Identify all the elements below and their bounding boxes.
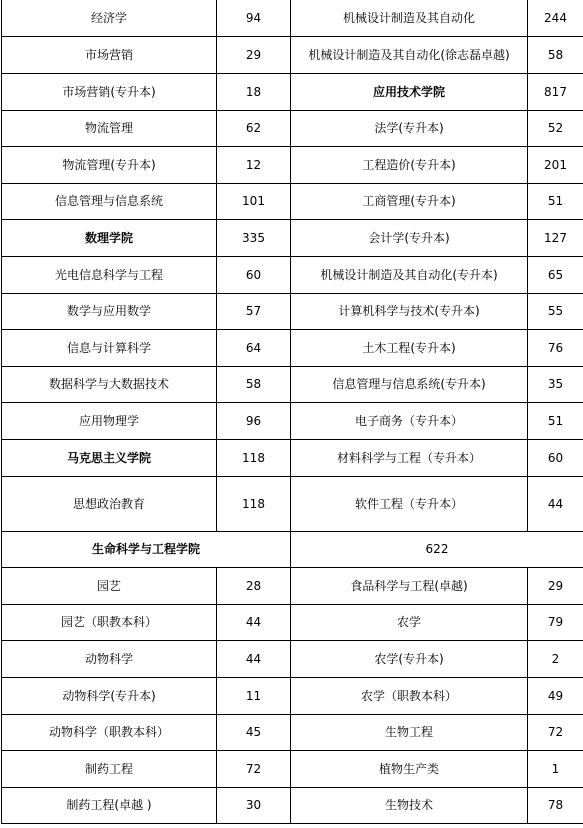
college-name-cell: 生命科学与工程学院 (2, 531, 291, 567)
college-name-cell: 马克思主义学院 (2, 439, 217, 476)
major-name-cell: 机械设计制造及其自动化 (291, 0, 528, 36)
table-row (2, 402, 583, 439)
major-count-cell: 29 (217, 36, 291, 73)
major-count-cell: 44 (217, 604, 291, 640)
table-row (2, 36, 583, 73)
table-row (2, 439, 583, 476)
major-name-cell: 园艺 (2, 567, 217, 604)
major-count-cell: 44 (528, 476, 583, 531)
major-count-cell: 94 (217, 0, 291, 36)
major-name-cell: 农学 (291, 604, 528, 640)
major-count-cell: 51 (528, 183, 583, 219)
major-name-cell: 机械设计制造及其自动化(徐志磊卓越) (291, 36, 528, 73)
major-name-cell: 物流管理(专升本) (2, 146, 217, 183)
table-row (2, 329, 583, 366)
major-name-cell: 信息与计算科学 (2, 329, 217, 366)
enrollment-table (1, 0, 583, 824)
major-name-cell: 数学与应用数学 (2, 293, 217, 329)
major-name-cell: 市场营销 (2, 36, 217, 73)
table-row (2, 531, 583, 567)
major-name-cell: 生物技术 (291, 787, 528, 823)
table-row (2, 0, 583, 36)
table-row (2, 73, 583, 110)
major-count-cell: 127 (528, 219, 583, 256)
major-count-cell: 44 (217, 640, 291, 677)
major-count-cell: 118 (217, 476, 291, 531)
major-name-cell: 工商管理(专升本) (291, 183, 528, 219)
major-name-cell: 植物生产类 (291, 750, 528, 787)
major-name-cell: 经济学 (2, 0, 217, 36)
table-row (2, 146, 583, 183)
major-name-cell: 农学(专升本) (291, 640, 528, 677)
major-count-cell: 60 (528, 439, 583, 476)
major-count-cell: 2 (528, 640, 583, 677)
enrollment-table-body (2, 0, 583, 823)
major-count-cell: 96 (217, 402, 291, 439)
major-count-cell: 35 (528, 366, 583, 402)
major-name-cell: 土木工程(专升本) (291, 329, 528, 366)
major-count-cell: 76 (528, 329, 583, 366)
major-name-cell: 思想政治教育 (2, 476, 217, 531)
major-count-cell: 201 (528, 146, 583, 183)
major-name-cell: 市场营销(专升本) (2, 73, 217, 110)
major-count-cell: 78 (528, 787, 583, 823)
major-count-cell: 18 (217, 73, 291, 110)
major-count-cell: 30 (217, 787, 291, 823)
college-count-cell: 118 (217, 439, 291, 476)
major-name-cell: 信息管理与信息系统(专升本) (291, 366, 528, 402)
table-row (2, 567, 583, 604)
major-count-cell: 29 (528, 567, 583, 604)
college-name-cell: 数理学院 (2, 219, 217, 256)
college-count-cell: 622 (291, 531, 583, 567)
major-count-cell: 58 (528, 36, 583, 73)
major-name-cell: 制药工程 (2, 750, 217, 787)
major-count-cell: 244 (528, 0, 583, 36)
table-row (2, 293, 583, 329)
major-count-cell: 60 (217, 256, 291, 293)
major-name-cell: 应用物理学 (2, 402, 217, 439)
major-name-cell: 动物科学 (2, 640, 217, 677)
major-count-cell: 101 (217, 183, 291, 219)
table-row (2, 183, 583, 219)
major-count-cell: 65 (528, 256, 583, 293)
major-name-cell: 材料科学与工程（专升本） (291, 439, 528, 476)
major-name-cell: 机械设计制造及其自动化(专升本) (291, 256, 528, 293)
major-count-cell: 28 (217, 567, 291, 604)
table-row (2, 677, 583, 714)
table-row (2, 787, 583, 823)
major-count-cell: 62 (217, 110, 291, 146)
major-count-cell: 72 (217, 750, 291, 787)
major-name-cell: 软件工程（专升本） (291, 476, 528, 531)
table-row (2, 476, 583, 531)
major-name-cell: 动物科学(专升本) (2, 677, 217, 714)
major-count-cell: 51 (528, 402, 583, 439)
major-name-cell: 信息管理与信息系统 (2, 183, 217, 219)
table-row (2, 750, 583, 787)
major-count-cell: 58 (217, 366, 291, 402)
major-name-cell: 物流管理 (2, 110, 217, 146)
table-row (2, 640, 583, 677)
table-row (2, 604, 583, 640)
major-count-cell: 64 (217, 329, 291, 366)
major-count-cell: 45 (217, 714, 291, 750)
major-count-cell: 55 (528, 293, 583, 329)
major-name-cell: 法学(专升本) (291, 110, 528, 146)
major-name-cell: 计算机科学与技术(专升本) (291, 293, 528, 329)
major-name-cell: 动物科学（职教本科） (2, 714, 217, 750)
college-count-cell: 335 (217, 219, 291, 256)
table-row (2, 366, 583, 402)
college-count-cell: 817 (528, 73, 583, 110)
major-name-cell: 光电信息科学与工程 (2, 256, 217, 293)
major-count-cell: 1 (528, 750, 583, 787)
major-name-cell: 生物工程 (291, 714, 528, 750)
major-count-cell: 11 (217, 677, 291, 714)
table-row (2, 219, 583, 256)
major-name-cell: 农学（职教本科） (291, 677, 528, 714)
major-name-cell: 电子商务（专升本） (291, 402, 528, 439)
major-count-cell: 57 (217, 293, 291, 329)
major-count-cell: 49 (528, 677, 583, 714)
major-name-cell: 数据科学与大数据技术 (2, 366, 217, 402)
table-row (2, 256, 583, 293)
major-name-cell: 会计学(专升本) (291, 219, 528, 256)
major-name-cell: 工程造价(专升本) (291, 146, 528, 183)
major-name-cell: 食品科学与工程(卓越) (291, 567, 528, 604)
table-row (2, 714, 583, 750)
major-count-cell: 12 (217, 146, 291, 183)
major-count-cell: 72 (528, 714, 583, 750)
major-name-cell: 园艺（职教本科） (2, 604, 217, 640)
major-count-cell: 52 (528, 110, 583, 146)
major-name-cell: 制药工程(卓越 ) (2, 787, 217, 823)
college-name-cell: 应用技术学院 (291, 73, 528, 110)
table-row (2, 110, 583, 146)
major-count-cell: 79 (528, 604, 583, 640)
